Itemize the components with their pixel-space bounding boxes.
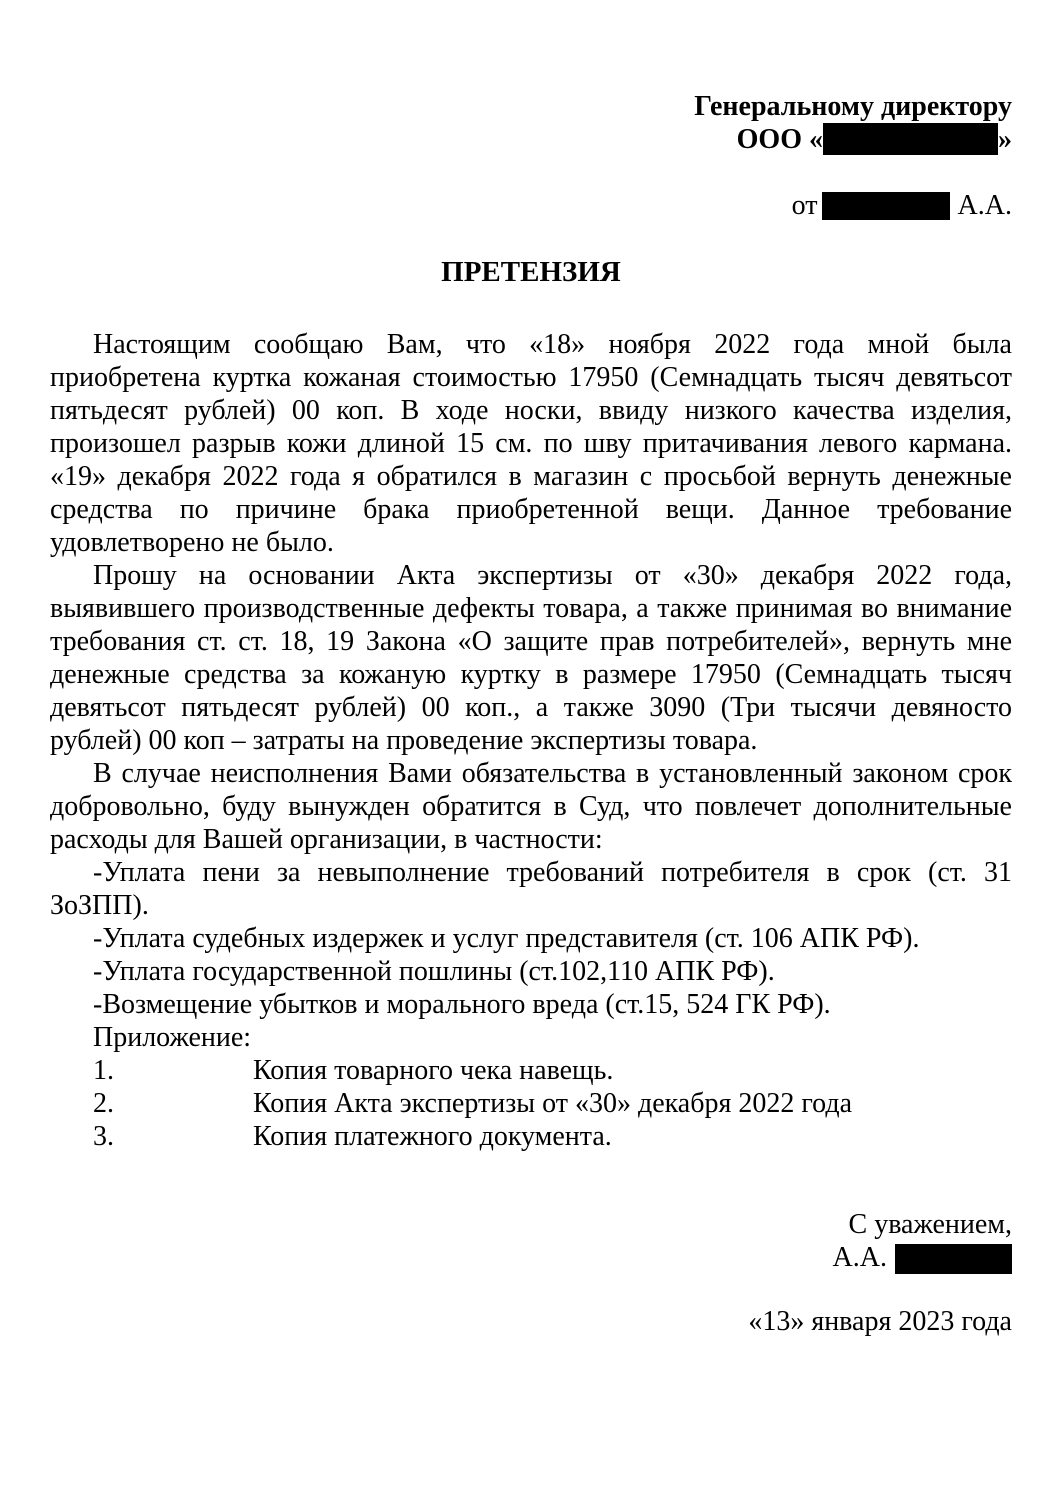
from-label: от <box>791 190 818 221</box>
redacted-signature-surname <box>895 1244 1012 1274</box>
attachment-text: Копия Акта экспертизы от «30» декабря 2022 года <box>253 1088 853 1119</box>
signature-initials: А.А. <box>832 1242 887 1273</box>
attachments-label: Приложение: <box>93 1022 252 1053</box>
company-suffix: » <box>998 124 1012 155</box>
from-line <box>50 189 1012 222</box>
redacted-sender-surname <box>822 192 950 220</box>
attachment-number: 2. <box>93 1088 114 1119</box>
attachment-item <box>93 1120 1012 1153</box>
company-prefix: ООО « <box>736 124 823 155</box>
paragraph-warning: В случае неисполнения Вами обязательства в установленный законом срок добровольно, буду вынужден обратится в Суд, что повлечет дополнительные расходы для Вашей организации, в частности: <box>50 758 1012 855</box>
attachment-number: 3. <box>93 1121 114 1152</box>
claim-item-court-costs: -Уплата судебных издержек и услуг представителя (ст. 106 АПК РФ). <box>93 923 920 954</box>
claim-item-damages: -Возмещение убытков и морального вреда (ст.15, 524 ГК РФ). <box>93 989 831 1020</box>
signature-line <box>50 1241 1012 1274</box>
closing-line: С уважением, <box>848 1209 1012 1240</box>
date-line: «13» января 2023 года <box>748 1306 1012 1337</box>
attachment-item <box>93 1087 1012 1120</box>
document-title: ПРЕТЕНЗИЯ <box>441 256 621 288</box>
claim-item-penalty: -Уплата пени за невыполнение требований потребителя в срок (ст. 31 ЗоЗПП). <box>50 857 1012 921</box>
from-initials: А.А. <box>957 190 1012 221</box>
paragraph-purchase: Настоящим сообщаю Вам, что «18» ноября 2022 года мной была приобретена куртка кожаная стоимостью 17950 (Семнадцать тысяч девятьсот пятьдесят рублей) 00 коп. В ходе носки, ввиду низкого качества изделия, произошел разрыв кожи длиной 15 см. по шву притачивания левого кармана. «19» декабря 2022 года я обратился в магазин с просьбой вернуть денежные средства по причине брака приобретенной вещи. Данное требование удовлетворено не было. <box>50 329 1012 558</box>
signature-block <box>50 1208 1012 1274</box>
attachment-number: 1. <box>93 1055 114 1086</box>
recipient-line: Генеральному директору <box>694 91 1012 122</box>
recipient-block <box>50 90 1012 222</box>
claim-item-state-duty: -Уплата государственной пошлины (ст.102,110 АПК РФ). <box>93 956 775 987</box>
company-line <box>50 123 1012 156</box>
redacted-company-name <box>823 123 998 155</box>
attachment-text: Копия товарного чека навещь. <box>253 1055 614 1086</box>
attachment-item <box>93 1054 1012 1087</box>
paragraph-demand: Прошу на основании Акта экспертизы от «30» декабря 2022 года, выявившего производственные дефекты товара, а также принимая во внимание требования ст. ст. 18, 19 Закона «О защите прав потребителей», вернуть мне денежные средства за кожаную куртку в размере 17950 (Семнадцать тысяч девятьсот пятьдесят рублей) 00 коп., а также 3090 (Три тысячи девяносто рублей) 00 коп – затраты на проведение экспертизы товара. <box>50 560 1012 756</box>
attachment-text: Копия платежного документа. <box>253 1121 612 1152</box>
